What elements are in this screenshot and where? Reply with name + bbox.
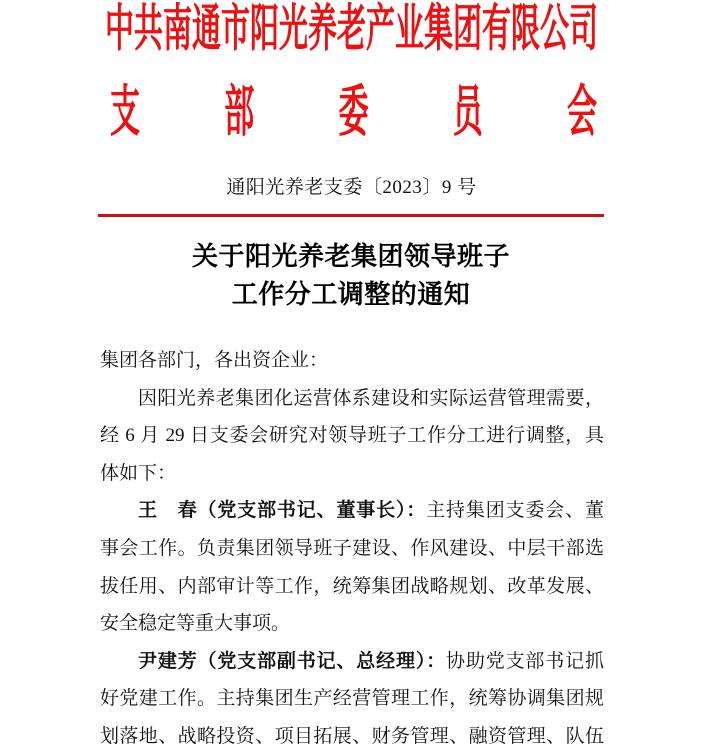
doc-number: 通阳光养老支委〔2023〕9 号 <box>226 177 477 198</box>
doc-title-line-1: 关于阳光养老集团领导班子 <box>191 242 510 271</box>
org-name-line-2 <box>110 82 597 144</box>
org-name-char: 员 <box>452 82 483 144</box>
letterhead <box>0 1 703 58</box>
body-line: 划落地、战略投资、项目拓展、财务管理、融资管理、队伍 <box>100 725 604 747</box>
bold-run: 王 春（党支部书记、董事长）： <box>138 500 427 522</box>
bold-run: 尹建芳（党支部副书记、总经理）： <box>138 650 447 672</box>
org-name-char: 支 <box>110 82 140 144</box>
body-line: 安全稳定等重大事项。 <box>100 613 291 635</box>
document-body <box>100 342 604 755</box>
body-line: 因阳光养老集团化运营体系建设和实际运营管理需要， <box>138 387 604 409</box>
body-line: 经 6 月 29 日支委会研究对领导班子工作分工进行调整，具 <box>100 425 604 447</box>
org-name-char: 部 <box>224 82 255 144</box>
body-line: 拔任用、内部审计等工作，统筹集团战略规划、改革发展、 <box>100 575 604 597</box>
body-line: 好党建工作。主持集团生产经营管理工作，统筹协调集团规 <box>100 688 604 710</box>
body-line: 事会工作。负责集团领导班子建设、作风建设、中层干部选 <box>100 537 604 559</box>
doc-title-line-2: 工作分工调整的通知 <box>231 280 471 309</box>
body-line: 尹建芳（党支部副书记、总经理）：协助党支部书记抓 <box>138 650 604 672</box>
body-line: 王 春（党支部书记、董事长）：主持集团支委会、董 <box>138 500 604 522</box>
body-line: 体如下： <box>100 462 177 484</box>
red-divider <box>98 214 604 217</box>
body-line: 集团各部门，各出资企业： <box>100 350 329 371</box>
org-name-char: 委 <box>338 82 369 144</box>
doc-title <box>98 238 604 314</box>
org-name-line-1: 中共南通市阳光养老产业集团有限公司 <box>104 1 598 58</box>
org-name-char: 会 <box>567 82 597 144</box>
